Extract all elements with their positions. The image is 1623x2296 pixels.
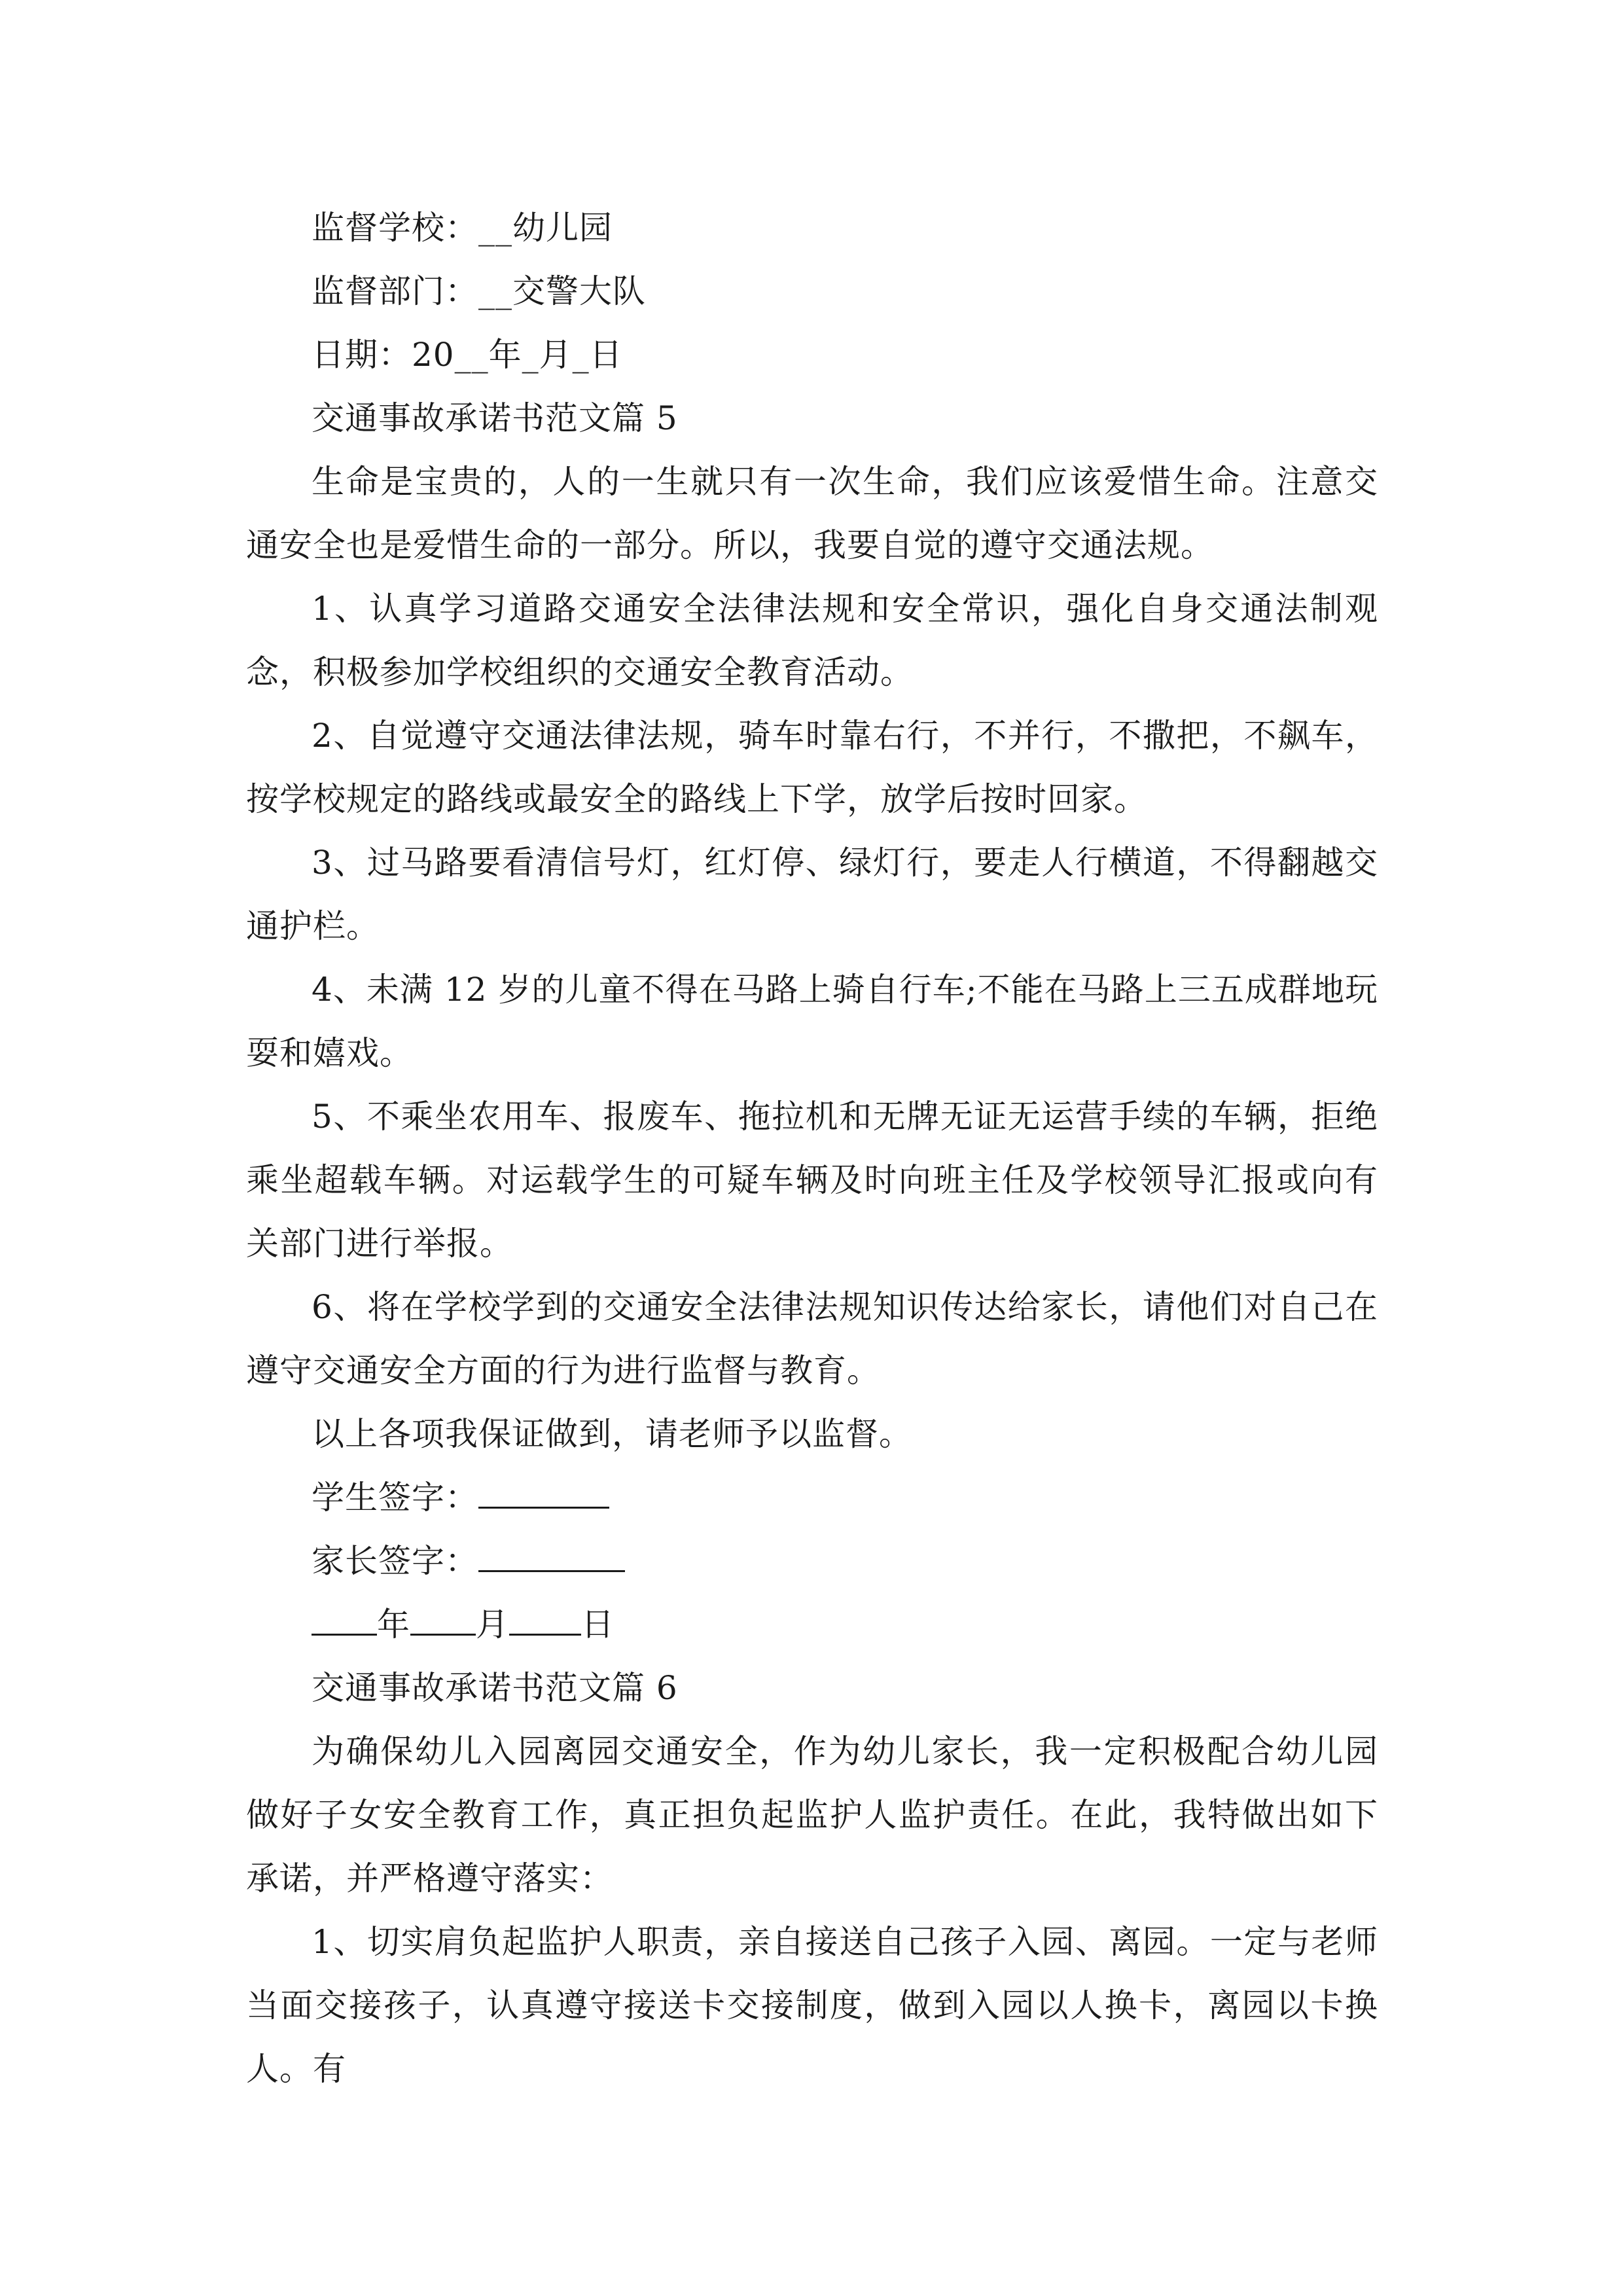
parent-signature-line	[246, 1530, 1378, 1593]
section-5-item-1: 1、认真学习道路交通安全法律法规和安全常识，强化自身交通法制观念，积极参加学校组织的交通安全教育活动。	[246, 590, 1378, 691]
document-body	[246, 196, 1378, 2101]
student-signature-blank	[478, 1478, 609, 1509]
day-blank	[509, 1605, 581, 1636]
section-5-item-6: 6、将在学校学到的交通安全法律法规知识传达给家长，请他们对自己在遵守交通安全方面的行为进行监督与教育。	[246, 1288, 1378, 1390]
parent-signature-label: 家长签字：	[312, 1542, 478, 1580]
date-line: 日期：20__年_月_日	[312, 336, 623, 374]
section-6-intro: 为确保幼儿入园离园交通安全，作为幼儿家长，我一定积极配合幼儿园做好子女安全教育工作，真正担负起监护人监护责任。在此，我特做出如下承诺，并严格遵守落实：	[246, 1732, 1378, 1897]
student-signature-line	[246, 1466, 1378, 1530]
section-5-closing: 以上各项我保证做到，请老师予以监督。	[312, 1415, 912, 1453]
section-5-item-2: 2、自觉遵守交通法律法规，骑车时靠右行，不并行，不撒把，不飙车，按学校规定的路线或最安全的路线上下学，放学后按时回家。	[246, 717, 1378, 818]
section-6-title: 交通事故承诺书范文篇 6	[312, 1669, 678, 1707]
section-5-intro: 生命是宝贵的，人的一生就只有一次生命，我们应该爱惜生命。注意交通安全也是爱惜生命的一部分。所以，我要自觉的遵守交通法规。	[246, 463, 1378, 564]
year-blank	[312, 1605, 377, 1636]
supervising-school-line: 监督学校：__幼儿园	[312, 209, 613, 247]
parent-signature-blank	[478, 1541, 625, 1572]
signature-date-line	[246, 1593, 1378, 1657]
day-label: 日	[581, 1605, 615, 1643]
month-label: 月	[476, 1605, 509, 1643]
month-blank	[410, 1605, 476, 1636]
section-6-item-1: 1、切实肩负起监护人职责，亲自接送自己孩子入园、离园。一定与老师当面交接孩子，认真遵守接送卡交接制度，做到入园以人换卡，离园以卡换人。有	[246, 1923, 1378, 2088]
section-5-item-4: 4、未满 12 岁的儿童不得在马路上骑自行车;不能在马路上三五成群地玩耍和嬉戏。	[246, 971, 1378, 1072]
section-5-item-3: 3、过马路要看清信号灯，红灯停、绿灯行，要走人行横道，不得翻越交通护栏。	[246, 844, 1378, 945]
section-5-item-5: 5、不乘坐农用车、报废车、拖拉机和无牌无证无运营手续的车辆，拒绝乘坐超载车辆。对运载学生的可疑车辆及时向班主任及学校领导汇报或向有关部门进行举报。	[246, 1098, 1378, 1263]
student-signature-label: 学生签字：	[312, 1479, 478, 1516]
supervising-department-line: 监督部门：__交警大队	[312, 272, 646, 310]
section-5-title: 交通事故承诺书范文篇 5	[312, 399, 678, 437]
year-label: 年	[377, 1605, 410, 1643]
